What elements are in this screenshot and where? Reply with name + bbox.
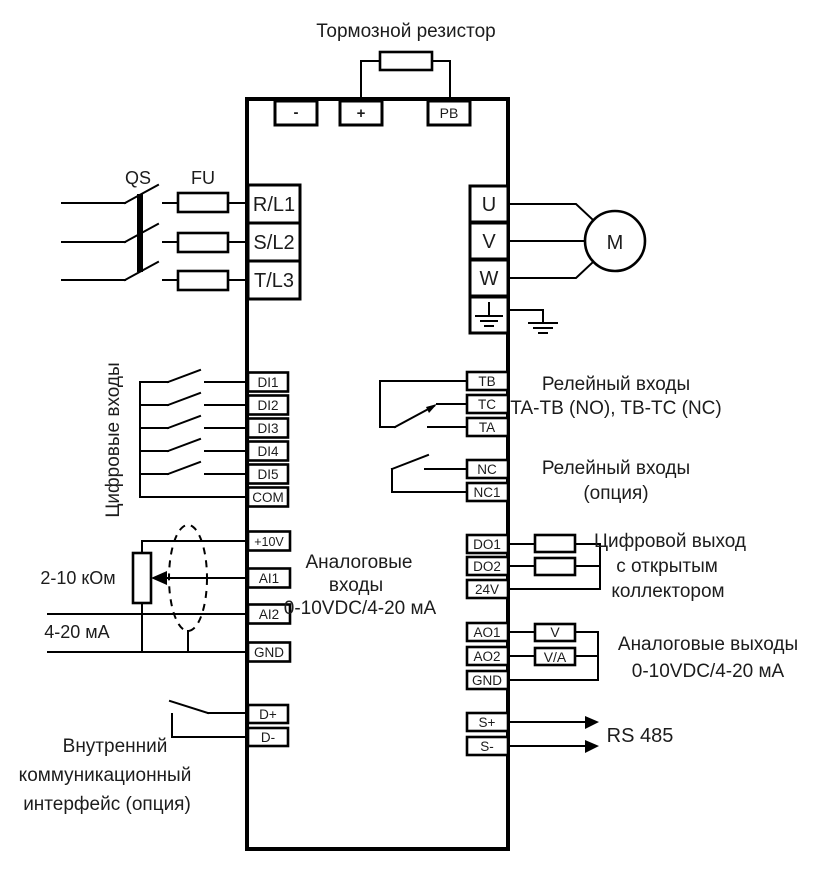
relay-opt-label-2: (опция) [583, 483, 649, 504]
potentiometer-symbol [133, 553, 151, 603]
terminal-sl2-label: S/L2 [253, 232, 295, 254]
comm-wiring [170, 701, 248, 737]
p10v-wire [142, 541, 248, 553]
analog-inputs-label-1: Аналоговые [305, 552, 413, 573]
terminal-24v-label: 24V [474, 582, 500, 597]
di3-switch-blade [168, 416, 200, 428]
terminal-tc-label: TC [478, 397, 496, 412]
terminal-ao2-label: AO2 [473, 649, 501, 664]
rs485-label: RS 485 [606, 725, 674, 747]
ai1-wiper-arrow [151, 571, 167, 585]
current-range-label: 4-20 мА [44, 622, 110, 642]
di1-switch-blade [168, 370, 200, 382]
external-ground [508, 310, 557, 333]
terminal-aognd-label: GND [472, 673, 502, 688]
comm-interface-label-2: коммуникационный [18, 765, 192, 786]
motor-label: M [606, 232, 624, 254]
analog-outputs-label-1: Аналоговые выходы [617, 634, 799, 655]
brake-resistor-lead-right [432, 61, 450, 101]
relay-opt-wiring [392, 455, 467, 492]
terminal-nc-label: NC [477, 462, 497, 477]
terminal-di3-label: DI3 [257, 421, 279, 436]
fuses [163, 193, 248, 290]
terminal-di2-label: DI2 [257, 398, 279, 413]
analog-outputs-label-2: 0-10VDC/4-20 мА [631, 661, 785, 682]
comm-interface-label-1: Внутренний [62, 736, 168, 757]
fuse-symbol-3 [178, 271, 228, 290]
terminal-rl1-label: R/L1 [252, 194, 296, 216]
qs-label: QS [124, 168, 152, 188]
digital-outputs-label-2: с открытым [616, 556, 718, 577]
s-minus-arrow [585, 740, 599, 753]
terminal-pb-label: PB [439, 105, 459, 121]
terminal-di5-label: DI5 [257, 467, 279, 482]
analog-inputs-label-2: входы [328, 575, 384, 596]
digital-input-wiring [140, 370, 248, 497]
terminal-10v-label: +10V [254, 535, 284, 549]
digital-outputs-label-1: Цифровой выход [593, 531, 747, 552]
fuse-symbol-2 [178, 233, 228, 252]
digital-output-wiring [508, 535, 600, 589]
terminal-minus-label: - [293, 104, 299, 121]
terminal-do1-label: DO1 [473, 537, 501, 552]
motor-wires [508, 204, 592, 278]
relay-blade-arrow [426, 404, 437, 413]
relay-opt-label-1: Релейный входы [541, 458, 691, 479]
terminal-d-plus-label: D+ [259, 707, 277, 722]
fu-label: FU [191, 168, 215, 188]
comm-interface-label-3: интерфейс (опция) [23, 794, 191, 815]
do2-load-symbol [535, 558, 575, 575]
fuse-symbol-1 [178, 193, 228, 212]
terminal-s-plus-label: S+ [478, 715, 496, 730]
relay-outputs-label-2: TA-TB (NO), TB-TC (NC) [510, 398, 722, 419]
nc-blade [392, 455, 428, 469]
ground-symbol [529, 323, 557, 333]
terminal-nc1-label: NC1 [473, 485, 501, 500]
terminal-v-label: V [482, 231, 496, 253]
rs485-wiring [508, 716, 599, 753]
ground-wire [508, 310, 543, 323]
terminal-do2-label: DO2 [473, 559, 501, 574]
voltmeter-label: V [550, 624, 560, 640]
relay-outputs-label-1: Релейный входы [541, 374, 691, 395]
terminal-com-label: COM [252, 490, 284, 505]
terminal-agnd-label: GND [254, 645, 284, 660]
do1-load-symbol [535, 535, 575, 552]
terminal-w-label: W [479, 268, 499, 290]
d-minus-wire [172, 714, 248, 737]
terminal-tl3-label: T/L3 [253, 270, 295, 292]
di2-switch-blade [168, 393, 200, 405]
motor-wire-w [508, 263, 592, 278]
terminal-ai2-label: AI2 [258, 607, 280, 622]
terminal-ai1-label: AI1 [258, 571, 280, 586]
terminal-plus-label: + [356, 105, 366, 122]
terminal-d-minus-label: D- [260, 730, 276, 745]
pot-range-label: 2-10 кОм [40, 568, 116, 588]
terminal-di1-label: DI1 [257, 375, 279, 390]
di5-switch-blade [168, 462, 200, 474]
brake-resistor-symbol [380, 52, 432, 70]
relay-common-wire [380, 381, 395, 427]
brake-resistor-title: Тормозной резистор [316, 21, 496, 42]
volt-amp-meter-label: V/A [543, 649, 567, 665]
qs-switch [62, 185, 158, 280]
digital-inputs-label: Цифровые входы [103, 362, 124, 518]
comm-switch-blade [170, 701, 208, 713]
terminal-di4-label: DI4 [257, 444, 279, 459]
digital-outputs-label-3: коллектором [611, 581, 725, 602]
analog-inputs-label-3: 0-10VDC/4-20 мА [283, 598, 437, 619]
s-plus-arrow [585, 716, 599, 729]
relay-wiring [380, 381, 467, 427]
motor-wire-u [508, 204, 592, 219]
terminal-ao1-label: AO1 [473, 625, 501, 640]
terminal-ta-label: TA [478, 420, 496, 435]
brake-resistor-lead-left [361, 61, 380, 101]
di4-switch-blade [168, 439, 200, 451]
terminal-u-label: U [481, 194, 497, 216]
terminal-tb-label: TB [478, 374, 496, 389]
terminal-s-minus-label: S- [480, 739, 494, 754]
nc1-wire [392, 469, 467, 492]
